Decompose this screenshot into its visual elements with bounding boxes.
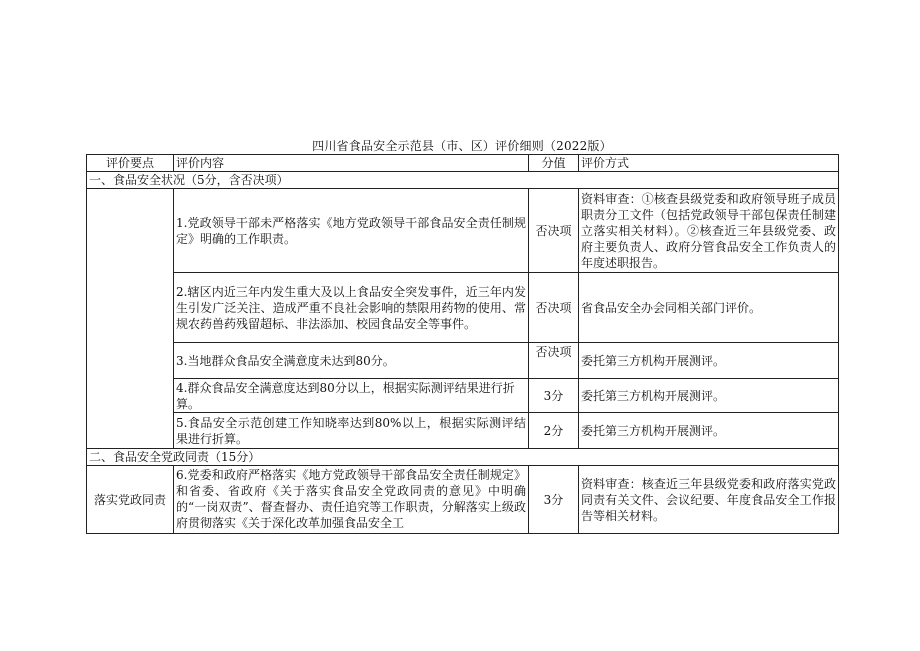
row-content: 2.辖区内近三年内发生重大及以上食品安全突发事件，近三年内发生引发广泛关注、造成严重不良社会影响的禁限用药物的使用、常规农药兽药残留超标、非法添加、校园食品安全等事件。: [174, 273, 529, 343]
header-method: 评价方式: [579, 155, 839, 172]
row-method: 委托第三方机构开展测评。: [579, 379, 839, 413]
row-score: 3分: [529, 466, 579, 534]
section-label: 一、食品安全状况（5分，含否决项）: [87, 172, 839, 189]
header-content: 评价内容: [174, 155, 529, 172]
document-title: 四川省食品安全示范县（市、区）评价细则（2022版）: [312, 139, 612, 153]
row-content: 3.当地群众食品安全满意度未达到80分。: [174, 343, 529, 379]
row-method: 委托第三方机构开展测评。: [579, 343, 839, 379]
row-point-cell: 落实党政同责: [87, 466, 174, 534]
row-score: 3分: [529, 379, 579, 413]
row-content: 4.群众食品安全满意度达到80分以上，根据实际测评结果进行折算。: [174, 379, 529, 413]
row-content: 5.食品安全示范创建工作知晓率达到80%以上，根据实际测评结果进行折算。: [174, 413, 529, 449]
row-method: 委托第三方机构开展测评。: [579, 413, 839, 449]
section-row: [87, 449, 839, 466]
row-score: 否决项: [529, 343, 579, 379]
evaluation-table: [86, 154, 839, 534]
table-row: [87, 379, 839, 413]
row-content: 1.党政领导干部未严格落实《地方党政领导干部食品安全责任制规定》明确的工作职责。: [174, 189, 529, 273]
row-method: 省食品安全办会同相关部门评价。: [579, 273, 839, 343]
row-score: 否决项: [529, 189, 579, 273]
section-row: [87, 172, 839, 189]
section-label: 二、食品安全党政同责（15分）: [87, 449, 839, 466]
row-point-cell: [87, 189, 174, 449]
table-row: [87, 466, 839, 534]
row-score: 否决项: [529, 273, 579, 343]
row-method: 资料审查：核查近三年县级党委和政府落实党政同责有关文件、会议纪要、年度食品安全工作报告等相关材料。: [579, 466, 839, 534]
header-score: 分值: [529, 155, 579, 172]
table-row: [87, 343, 839, 379]
row-method: 资料审查：①核查县级党委和政府领导班子成员职责分工文件（包括党政领导干部包保责任制建立落实相关材料）。②核查近三年县级党委、政府主要负责人、政府分管食品安全工作负责人的年度述职报告。: [579, 189, 839, 273]
header-row: [87, 155, 839, 172]
table-row: [87, 189, 839, 273]
table-row: [87, 273, 839, 343]
header-point: 评价要点: [87, 155, 174, 172]
row-score: 2分: [529, 413, 579, 449]
row-content: 6.党委和政府严格落实《地方党政领导干部食品安全责任制规定》和省委、省政府《关于落实食品安全党政同责的意见》中明确的“一岗双责”、督查督办、责任追究等工作职责，分解落实上级政府贯彻落实《关于深化改革加强食品安全工: [174, 466, 529, 534]
table-row: [87, 413, 839, 449]
